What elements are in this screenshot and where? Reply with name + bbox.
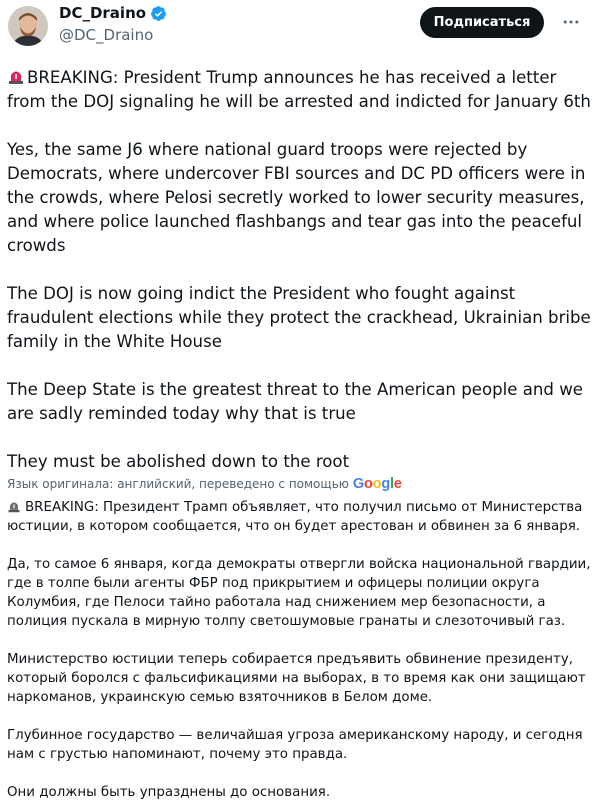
siren-icon [7, 67, 25, 85]
author-handle[interactable]: @DC_Draino [59, 26, 154, 44]
translated-paragraph: Глубинное государство — величайшая угроза американскому народу, и сегодня нам с грустью напоминают, почему это правда. [7, 728, 583, 762]
tweet-paragraph: The DOJ is now going indict the President who fought against fraudulent elections while they protect the crackhead, Ukrainian bribe family in the White House [7, 284, 591, 351]
avatar[interactable] [8, 6, 48, 46]
siren-icon [7, 499, 21, 513]
tweet-paragraph-text: BREAKING: President Trump announces he has received a letter from the DOJ signaling he will be arrested and indicted for January 6th [7, 68, 591, 111]
translated-paragraph: Да, то самое 6 января, когда демократы отвергли войска национальной гвардии, где в толпе были агенты ФБР под прикрытием и офицеры полиции округа Колумбия, где Пелоси тайно работала над снижением мер безопасности, а полиция пускала в мирную толпу светошумовые гранаты и слезоточивый газ. [7, 557, 591, 629]
subscribe-button[interactable]: Подписаться [420, 7, 544, 38]
author-name[interactable]: DC_Draino [59, 4, 147, 22]
google-logo: Google [352, 476, 402, 492]
translated-paragraph-text: BREAKING: Президент Трамп объявляет, что получил письмо от Министерства юстиции, в котором сообщается, что он будет арестован и обвинен за 6 января. [7, 500, 583, 534]
translated-paragraph: Министерство юстиции теперь собирается предъявить обвинение президенту, который боролся с фальсификациями на выборах, в то время как они защищают наркоманов, украинскую семью взяточников в Белом доме. [7, 652, 586, 705]
tweet-paragraph: Yes, the same J6 where national guard troops were rejected by Democrats, where undercover FBI sources and DC PD officers were in the crowds, where Pelosi secretly worked to lower security measures, and where police launched flashbangs and tear gas into the peaceful crowds [7, 140, 586, 255]
tweet-header [0, 0, 608, 56]
tweet-paragraph: The Deep State is the greatest threat to the American people and we are sadly reminded today why that is true [7, 380, 584, 423]
author-name-row [59, 4, 167, 22]
tweet-paragraph: They must be abolished down to the root [7, 452, 350, 471]
tweet-paragraph [7, 66, 592, 114]
translated-paragraph [7, 498, 600, 536]
more-dots-icon[interactable] [558, 9, 584, 35]
tweet-text [7, 66, 592, 474]
verified-badge-icon [150, 5, 167, 22]
translation-note [7, 476, 402, 492]
translation-note-text: Язык оригинала: английский, переведено с помощью [7, 477, 349, 491]
translated-paragraph: Они должны быть упразднены до основания. [7, 785, 331, 800]
translated-text [7, 498, 600, 802]
